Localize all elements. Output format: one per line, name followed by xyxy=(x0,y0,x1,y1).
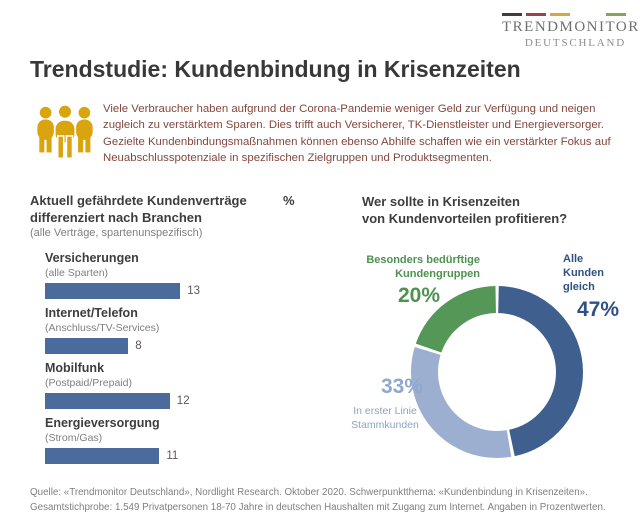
donut-label-stammkunden: In erster Linie Stammkunden xyxy=(351,405,419,431)
page-title: Trendstudie: Kundenbindung in Krisenzeiten xyxy=(30,56,521,82)
bar-label: Mobilfunk xyxy=(45,361,105,375)
bar-value: 13 xyxy=(187,285,200,297)
donut-label-beduerftige: Besonders bedürftige Kundengruppen xyxy=(366,254,480,280)
logo-dash-gold xyxy=(550,13,570,16)
bar-label: Internet/Telefon xyxy=(45,306,138,320)
source-line-1: Quelle: «Trendmonitor Deutschland», Nordlight Research. Oktober 2020. Schwerpunktthema: «Kundenbindung in Krisenzeiten». xyxy=(30,487,588,498)
donut-pct-alle-kunden: 47% xyxy=(577,298,620,321)
bar-value: 11 xyxy=(166,450,179,462)
donut-pct-beduerftige: 20% xyxy=(398,284,441,307)
donut-pct-stammkunden: 33% xyxy=(381,375,424,398)
logo-dashes xyxy=(502,13,626,16)
bar-chart-section xyxy=(30,192,335,462)
bar-mobilfunk xyxy=(45,393,170,409)
bar-value: 12 xyxy=(176,395,190,407)
bar-label: Versicherungen xyxy=(45,251,139,265)
donut-label-alle-kunden: Alle Kunden gleich xyxy=(563,253,604,293)
logo-dash-dark xyxy=(502,13,522,16)
people-icon xyxy=(33,103,97,165)
bar-chart-subtitle: (alle Verträge, spartenunspezifisch) xyxy=(30,227,203,239)
logo-name: TRENDMONITOR xyxy=(502,19,640,35)
bar-value: 8 xyxy=(135,340,142,352)
bar-versicherungen xyxy=(45,283,180,299)
brand-logo xyxy=(502,13,640,49)
bar-group-energieversorgung xyxy=(45,415,325,464)
donut-chart xyxy=(409,284,585,460)
bar-energieversorgung xyxy=(45,448,159,464)
donut-title-line2: von Kundenvorteilen profitieren? xyxy=(362,211,568,226)
bar-group-versicherungen xyxy=(45,250,325,299)
source-line-2: Gesamtstichprobe: 1.549 Privatpersonen 18-70 Jahre in deutschen Haushalten mit Zugang zum Internet. Angaben in Prozentwerten. xyxy=(30,502,606,513)
bar-chart-unit: % xyxy=(283,193,295,208)
bar-chart-title-line2: differenziert nach Branchen xyxy=(30,210,202,225)
donut-title-line1: Wer sollte in Krisenzeiten xyxy=(362,194,520,209)
logo-dash-green xyxy=(606,13,626,16)
bar-sublabel: (Strom/Gas) xyxy=(45,432,103,444)
bar-sublabel: (Anschluss/TV-Services) xyxy=(45,322,160,334)
logo-subname: DEUTSCHLAND xyxy=(524,37,626,49)
bar-group-mobilfunk xyxy=(45,360,325,409)
bar-list xyxy=(45,250,325,470)
bar-chart-title-line1: Aktuell gefährdete Kundenverträge xyxy=(30,193,247,208)
bar-sublabel: (Postpaid/Prepaid) xyxy=(45,377,132,389)
bar-group-internet-telefon xyxy=(45,305,325,354)
logo-dash-red xyxy=(526,13,546,16)
bar-sublabel: (alle Sparten) xyxy=(45,267,109,279)
bar-internet-telefon xyxy=(45,338,128,354)
bar-chart-title xyxy=(30,192,335,226)
intro-paragraph: Viele Verbraucher haben aufgrund der Corona-Pandemie weniger Geld zur Verfügung und neigen zugleich zu verstärktem Sparen. Dies trifft auch Versicherer, TK-Dienstleister und Energieversorger. Gezielte Kundenbindungsmaßnahmen können ebenso Abhilfe schaffen wie ein verstärkter Fokus auf Neuabschlusspotenziale in spezifischen Zielgruppen und Produktsegmenten. xyxy=(103,103,611,165)
bar-label: Energieversorgung xyxy=(45,416,160,430)
source-footer xyxy=(30,485,630,515)
donut-chart-title xyxy=(362,193,567,227)
